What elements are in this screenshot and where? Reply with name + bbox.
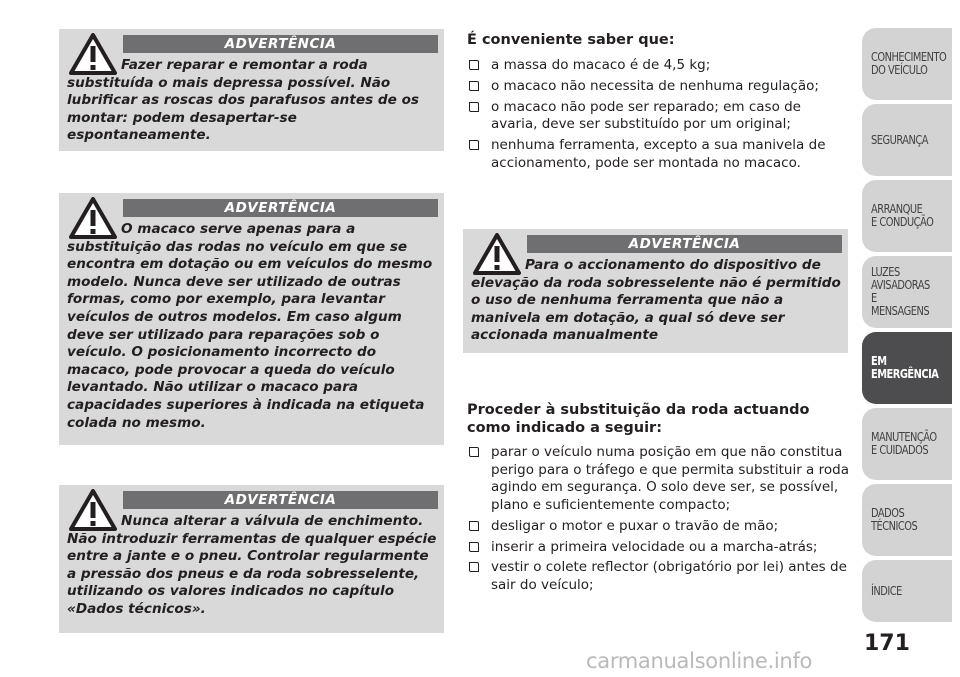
list-item: a massa do macaco é de 4,5 kg; [467, 57, 851, 75]
section-heading: É conveniente saber que: [467, 32, 675, 48]
warning-header: ADVERTÊNCIA [527, 235, 842, 253]
checklist [467, 444, 851, 598]
list-item: nenhuma ferramenta, excepto a sua manivela de accionamento, pode ser montada no macaco. [467, 137, 851, 172]
list-item: inserir a primeira velocidade ou a marcha-atrás; [467, 539, 851, 557]
list-item: desligar o motor e puxar o travão de mão; [467, 518, 851, 536]
warning-box [463, 229, 848, 353]
warning-box [59, 193, 444, 445]
warning-text: O macaco serve apenas para a substituição das rodas no veículo em que se encontra em dotação ou em veículos do mesmo modelo. Nunca deve ser utilizado de outras formas, como por exemplo, para levantar veículos de outros modelos. Em caso algum deve ser utilizado para reparações sob o veículo. O posicionamento incorrecto do macaco, pode provocar a queda do veículo levantado. Não utilizar o macaco para capacidades superiores à indicada na etiqueta colada no mesmo. [67, 221, 433, 431]
list-item: vestir o colete reflector (obrigatório por lei) antes de sair do veículo; [467, 559, 851, 594]
tab-dados-tecnicos[interactable]: DADOS TÉCNICOS [862, 484, 952, 556]
page-number: 171 [864, 631, 910, 656]
watermark: carmanualsonline.info [586, 649, 813, 673]
list-item: o macaco não pode ser reparado; em caso de avaria, deve ser substituído por um original; [467, 99, 851, 134]
list-item: o macaco não necessita de nenhuma regulação; [467, 78, 851, 96]
tab-manutencao-e-cuidados[interactable]: MANUTENÇÃO E CUIDADOS [862, 408, 952, 480]
tab-indice[interactable]: ÍNDICE [862, 560, 952, 622]
tab-seguranca[interactable]: SEGURANÇA [862, 104, 952, 176]
warning-box [59, 29, 444, 151]
tab-arranque-e-conducao[interactable]: ARRANQUE E CONDUÇÃO [862, 180, 952, 252]
list-item: parar o veículo numa posição em que não constitua perigo para o tráfego e que permita substituir a roda agindo em segurança. O solo deve ser, se possível, plano e suficientemente compacto; [467, 444, 851, 514]
tab-em-emergencia[interactable]: EM EMERGÊNCIA [862, 332, 952, 404]
warning-header: ADVERTÊNCIA [123, 491, 438, 509]
checklist [467, 57, 851, 176]
section-heading: Proceder à substituição da roda actuando como indicado a seguir: [467, 402, 810, 436]
tab-conhecimento-do-veiculo[interactable]: CONHECIMENTO DO VEÍCULO [862, 28, 952, 100]
warning-header: ADVERTÊNCIA [123, 35, 438, 53]
tab-luzes-avisadoras[interactable]: LUZES AVISADORAS E MENSAGENS [862, 256, 952, 328]
warning-text: Nunca alterar a válvula de enchimento. Não introduzir ferramentas de qualquer espécie entre a jante e o pneu. Controlar regularmente a pressão dos pneus e da roda sobresselente, utilizando os valores indicados no capítulo «Dados técnicos». [67, 513, 437, 617]
warning-box [59, 485, 444, 633]
warning-text: Para o accionamento do dispositivo de elevação da roda sobresselente não é permitido o uso de nenhuma ferramenta que não a manivela em dotação, a qual só deve ser accionada manualmente [471, 257, 841, 344]
warning-text: Fazer reparar e remontar a roda substituída o mais depressa possível. Não lubrificar as roscas dos parafusos antes de os montar: podem desapertar-se espontaneamente. [67, 57, 420, 144]
warning-header: ADVERTÊNCIA [123, 199, 438, 217]
